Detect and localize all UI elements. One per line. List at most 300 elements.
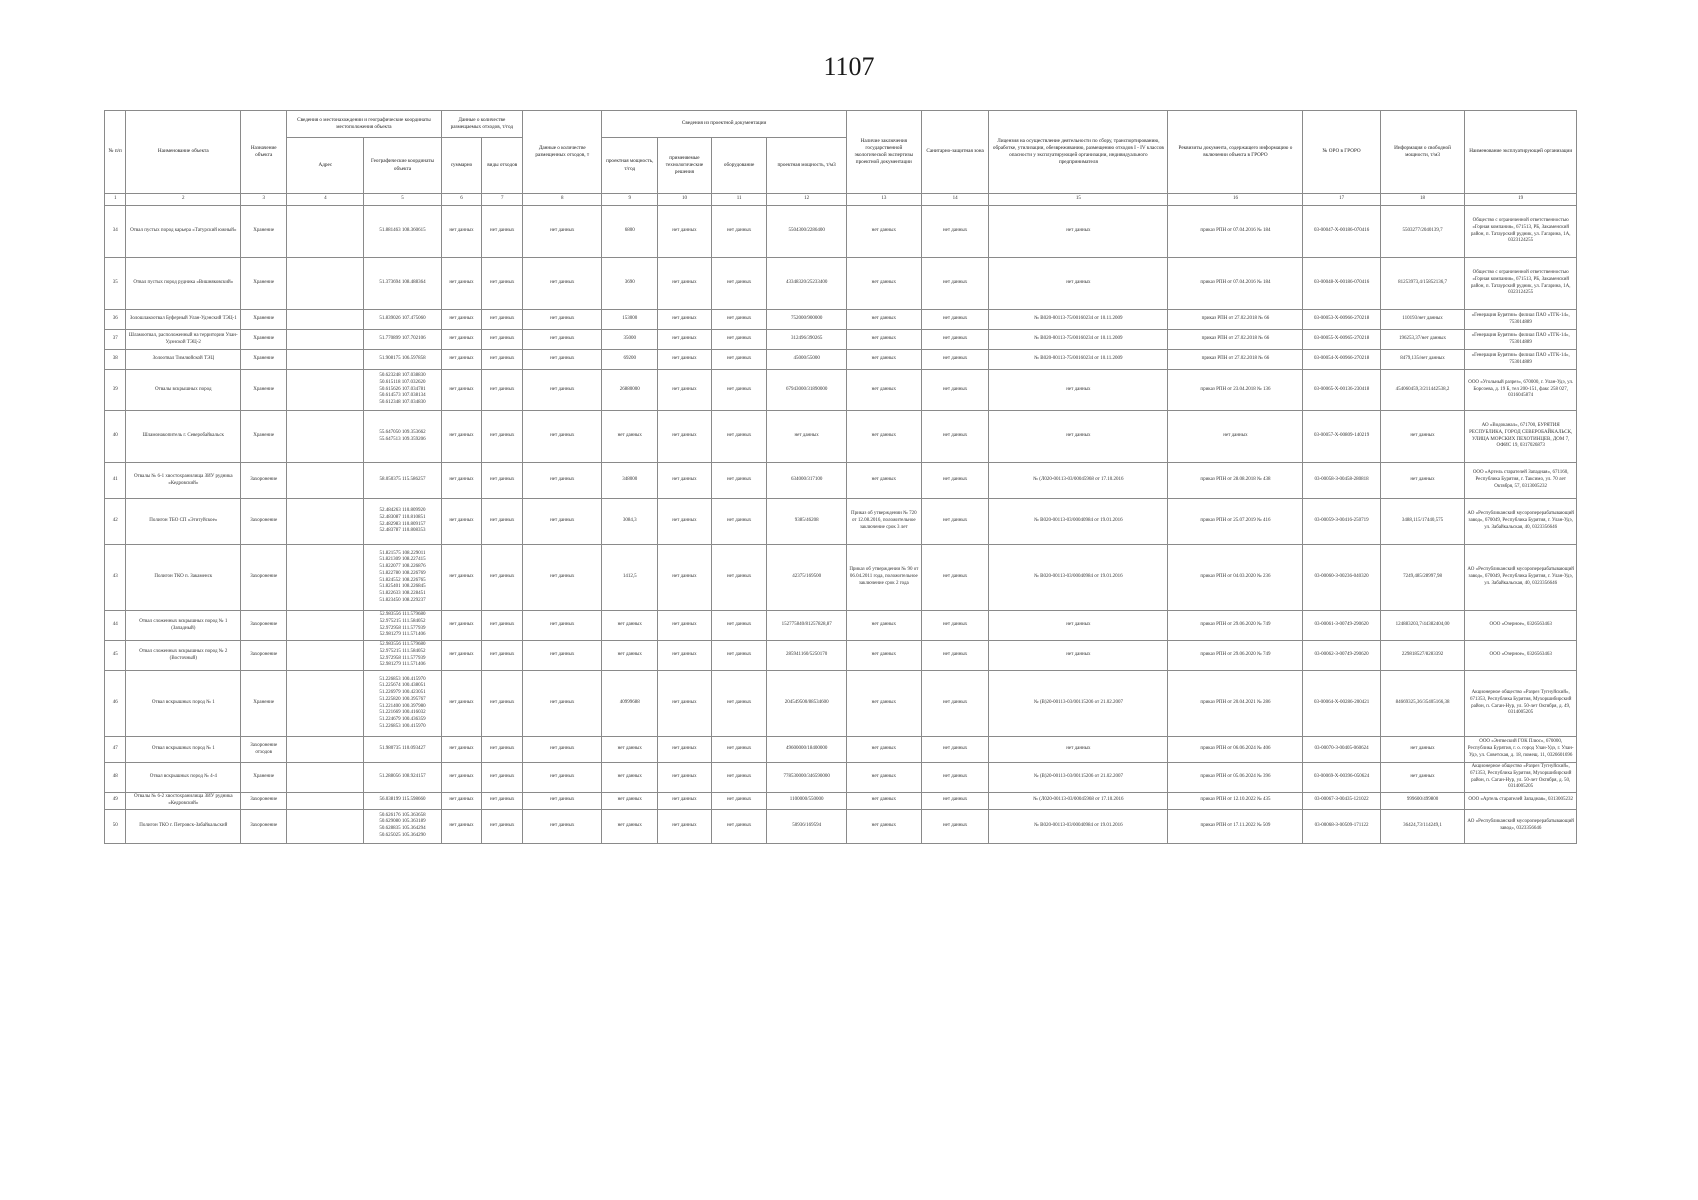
geo-coordinates: 50.623248 107.038830 50.615118 107.032620 50.615626 107.034781 50.614573 107.038134 50.612348 107.034830 (364, 370, 441, 411)
design-capacity: нет данных (602, 809, 658, 843)
free-capacity: нет данных (1380, 737, 1465, 763)
header-free-capacity: Информация о свободной мощности, т/м3 (1380, 111, 1465, 194)
expertise: нет данных (846, 206, 921, 258)
operator: АО «Республиканский мусороперерабатывающий завод», 670049, Республика Бурятия, г. Улан-Удэ, ул. Забайкальская, 40, 0323356646 (1465, 499, 1577, 545)
equipment: нет данных (711, 330, 767, 350)
groro-number: 03-00054-Х-00966-270218 (1303, 350, 1380, 370)
table-row (105, 641, 1577, 671)
object-address (287, 206, 364, 258)
project-capacity: 45000/55000 (767, 350, 846, 370)
project-capacity: 634000/317100 (767, 463, 846, 499)
header-purpose: Назначение объекта (241, 111, 287, 194)
groro-number: 03-00068-З-00509-171122 (1303, 809, 1380, 843)
object-name: Шламоотвал, расположенный на территории Улан-Удэнской ТЭЦ-2 (126, 330, 241, 350)
tech-solutions: нет данных (658, 370, 712, 411)
tech-solutions: нет данных (658, 330, 712, 350)
table-row (105, 809, 1577, 843)
free-capacity: нет данных (1380, 463, 1465, 499)
waste-total: нет данных (441, 206, 482, 258)
geo-coordinates: 52.484263 110.809920 52.483087 110.810851 52.482983 110.809157 52.483787 110.808353 (364, 499, 441, 545)
waste-placed: нет данных (523, 310, 602, 330)
operator: «Генерация Бурятии» филиал ПАО «ТГК-14», 753014889 (1465, 310, 1577, 330)
object-purpose: Захоронение (241, 545, 287, 611)
geo-coordinates: 58.050375 115.586257 (364, 463, 441, 499)
operator: Общество с ограниченной ответственностью «Горная компания», 671513, РБ, Закаменский район, п. Татаурский рудник, ул. Гагарина, 1А, 0323124255 (1465, 258, 1577, 310)
column-number: 14 (921, 194, 989, 206)
column-number: 13 (846, 194, 921, 206)
sanitary-zone: нет данных (921, 641, 989, 671)
waste-placed: нет данных (523, 545, 602, 611)
table-row (105, 411, 1577, 463)
design-capacity: 348000 (602, 463, 658, 499)
column-number: 2 (126, 194, 241, 206)
geo-coordinates: 56.038199 115.598660 (364, 793, 441, 810)
groro-number: 03-00064-Х-00286-200421 (1303, 671, 1380, 737)
waste-types: нет данных (482, 793, 523, 810)
tech-solutions: нет данных (658, 671, 712, 737)
object-name: Отвал сложенных вскрышных пород № 2 (Восточный) (126, 641, 241, 671)
groro-document: приказ РПН от 28.08.2018 № 438 (1168, 463, 1303, 499)
waste-placed: нет данных (523, 793, 602, 810)
waste-placed: нет данных (523, 411, 602, 463)
design-capacity: нет данных (602, 641, 658, 671)
license: № В020-00113-75/00160234 от 10.11.2009 (989, 310, 1168, 330)
header-object-name: Наименование объекта (126, 111, 241, 194)
waste-placed: нет данных (523, 258, 602, 310)
operator: АО «Республиканский мусороперерабатывающий завод», 670049, Республика Бурятия, г. Улан-Удэ, ул. Забайкальская, 40, 0323356646 (1465, 545, 1577, 611)
waste-types: нет данных (482, 258, 523, 310)
sanitary-zone: нет данных (921, 206, 989, 258)
sanitary-zone: нет данных (921, 370, 989, 411)
object-purpose: Хранение (241, 258, 287, 310)
groro-document: приказ РПН от 06.06.2024 № 406 (1168, 737, 1303, 763)
groro-document: приказ РПН от 05.06.2024 № 396 (1168, 763, 1303, 793)
groro-document: приказ РПН от 27.02.2018 № 66 (1168, 310, 1303, 330)
free-capacity: 7249,485/28997,98 (1380, 545, 1465, 611)
object-address (287, 310, 364, 330)
project-capacity: 9385/46208 (767, 499, 846, 545)
waste-placed: нет данных (523, 611, 602, 641)
header-num: № п/п (105, 111, 126, 194)
groro-number: 03-00070-З-00405-060624 (1303, 737, 1380, 763)
geo-coordinates: 51.226853 100.415970 51.225674 100.438051 51.226979 100.423051 51.225820 100.395767 51.221400 100.397980 51.221669 100.416032 51.224679 100.436359 51.226853 100.415970 (364, 671, 441, 737)
waste-types: нет данных (482, 411, 523, 463)
table-row (105, 671, 1577, 737)
geo-coordinates: 51.881463 108.360615 (364, 206, 441, 258)
license: нет данных (989, 258, 1168, 310)
sanitary-zone: нет данных (921, 545, 989, 611)
object-address (287, 809, 364, 843)
waste-placed: нет данных (523, 463, 602, 499)
column-number: 5 (364, 194, 441, 206)
row-number: 37 (105, 330, 126, 350)
groro-number: 03-00069-Х-00396-050624 (1303, 763, 1380, 793)
geo-coordinates: 52.983556 111.579680 52.975215 111.584052 52.972958 111.577939 52.981279 111.571406 (364, 611, 441, 641)
row-number: 34 (105, 206, 126, 258)
waste-types: нет данных (482, 763, 523, 793)
sanitary-zone: нет данных (921, 611, 989, 641)
license: № (В)20-00113-03/00115206 от 21.02.2007 (989, 671, 1168, 737)
operator: Акционерное общество «Разрез Тугнуйский», 671353, Республика Бурятия, Мухоршибирский район, п. Саган-Нур, ул. 50-лет Октября, д. 49, 0314005205 (1465, 671, 1577, 737)
license: нет данных (989, 611, 1168, 641)
table-row (105, 545, 1577, 611)
object-purpose: Хранение (241, 411, 287, 463)
column-number: 3 (241, 194, 287, 206)
waste-total: нет данных (441, 310, 482, 330)
tech-solutions: нет данных (658, 350, 712, 370)
waste-placed: нет данных (523, 330, 602, 350)
expertise: нет данных (846, 809, 921, 843)
expertise: нет данных (846, 330, 921, 350)
waste-types: нет данных (482, 545, 523, 611)
free-capacity: 36424,73/114249,1 (1380, 809, 1465, 843)
column-number: 9 (602, 194, 658, 206)
operator: Общество с ограниченной ответственностью «Горная компания», 671513, РБ, Закаменский район, п. Татаурский рудник, ул. Гагарина, 1А, 0323124255 (1465, 206, 1577, 258)
equipment: нет данных (711, 258, 767, 310)
table-body (105, 206, 1577, 844)
header-szz: Санитарно-защитная зона (921, 111, 989, 194)
expertise: нет данных (846, 737, 921, 763)
object-name: Отвал сложенных вскрышных пород № 1 (Западный) (126, 611, 241, 641)
table-row (105, 350, 1577, 370)
header-waste-types: виды отходов (482, 138, 523, 194)
row-number: 39 (105, 370, 126, 411)
row-number: 40 (105, 411, 126, 463)
equipment: нет данных (711, 350, 767, 370)
tech-solutions: нет данных (658, 258, 712, 310)
operator: «Генерация Бурятии» филиал ПАО «ТГК-14», 753014889 (1465, 350, 1577, 370)
groro-document: приказ РПН от 04.03.2020 № 236 (1168, 545, 1303, 611)
row-number: 44 (105, 611, 126, 641)
sanitary-zone: нет данных (921, 330, 989, 350)
waste-placed: нет данных (523, 370, 602, 411)
groro-number: 03-00048-Х-00186-070416 (1303, 258, 1380, 310)
row-number: 46 (105, 671, 126, 737)
column-number: 17 (1303, 194, 1380, 206)
tech-solutions: нет данных (658, 763, 712, 793)
object-purpose: Захоронение (241, 641, 287, 671)
project-capacity: 1100000/550000 (767, 793, 846, 810)
expertise: нет данных (846, 463, 921, 499)
waste-total: нет данных (441, 671, 482, 737)
design-capacity: 40999688 (602, 671, 658, 737)
table-row (105, 737, 1577, 763)
equipment: нет данных (711, 737, 767, 763)
header-address: Адрес (287, 138, 364, 194)
object-address (287, 350, 364, 370)
geo-coordinates: 51.839026 107.475060 (364, 310, 441, 330)
design-capacity: нет данных (602, 411, 658, 463)
groro-number: 03-00059-З-00416-250719 (1303, 499, 1380, 545)
table-row (105, 310, 1577, 330)
row-number: 35 (105, 258, 126, 310)
row-number: 50 (105, 809, 126, 843)
header-groro-doc: Реквизиты документа, содержащего информацию о включении объекта в ГРОРО (1168, 111, 1303, 194)
project-capacity: 42375/169500 (767, 545, 846, 611)
object-address (287, 499, 364, 545)
waste-placed: нет данных (523, 641, 602, 671)
license: № (В)20-00113-03/00115206 от 21.02.2007 (989, 763, 1168, 793)
expertise: нет данных (846, 310, 921, 330)
waste-total: нет данных (441, 793, 482, 810)
object-name: Отвал вскрышных пород № 4-4 (126, 763, 241, 793)
object-address (287, 671, 364, 737)
row-number: 43 (105, 545, 126, 611)
object-name: Отвал вскрышных пород № 1 (126, 671, 241, 737)
waste-types: нет данных (482, 310, 523, 330)
project-capacity: 67943000/31890000 (767, 370, 846, 411)
license: нет данных (989, 206, 1168, 258)
object-address (287, 258, 364, 310)
equipment: нет данных (711, 545, 767, 611)
column-number: 11 (711, 194, 767, 206)
waste-total: нет данных (441, 763, 482, 793)
groro-document: приказ РПН от 27.02.2018 № 66 (1168, 330, 1303, 350)
header-waste-data: Данные о количестве размещенных отходов, т (523, 111, 602, 194)
object-address (287, 763, 364, 793)
expertise: нет данных (846, 350, 921, 370)
license: № (Л020-00113-03/00045968 от 17.10.2016 (989, 793, 1168, 810)
object-name: Отвалы № 6-1 хвостохранилища ЗИУ рудника «Кедровский» (126, 463, 241, 499)
tech-solutions: нет данных (658, 611, 712, 641)
header-tech: применяемые технологические решения (658, 138, 712, 194)
waste-types: нет данных (482, 611, 523, 641)
equipment: нет данных (711, 809, 767, 843)
tech-solutions: нет данных (658, 641, 712, 671)
free-capacity: нет данных (1380, 411, 1465, 463)
expertise: нет данных (846, 258, 921, 310)
groro-document: приказ РПН от 07.04.2016 № 184 (1168, 258, 1303, 310)
equipment: нет данных (711, 310, 767, 330)
waste-types: нет данных (482, 671, 523, 737)
groro-document: приказ РПН от 25.07.2019 № 416 (1168, 499, 1303, 545)
waste-placed: нет данных (523, 206, 602, 258)
column-number: 12 (767, 194, 846, 206)
design-capacity: 6800 (602, 206, 658, 258)
geo-coordinates: 55.647050 109.353662 55.647513 109.359206 (364, 411, 441, 463)
equipment: нет данных (711, 206, 767, 258)
waste-types: нет данных (482, 463, 523, 499)
tech-solutions: нет данных (658, 310, 712, 330)
groro-number: 03-00067-З-00435-121022 (1303, 793, 1380, 810)
project-capacity: 43348320/25233400 (767, 258, 846, 310)
design-capacity: 1412,5 (602, 545, 658, 611)
free-capacity: 454060459,3/211442538,2 (1380, 370, 1465, 411)
header-geo: Географические координаты объекта (364, 138, 441, 194)
groro-number: 03-00055-Х-00965-270218 (1303, 330, 1380, 350)
waste-total: нет данных (441, 330, 482, 350)
tech-solutions: нет данных (658, 545, 712, 611)
license: № В020-00113-75/00160234 от 10.11.2009 (989, 330, 1168, 350)
sanitary-zone: нет данных (921, 310, 989, 330)
object-purpose: Хранение (241, 206, 287, 258)
object-purpose: Хранение (241, 350, 287, 370)
groro-number: 03-00060-З-00236-040320 (1303, 545, 1380, 611)
license: № В020-00113-03/00040984 от 19.01.2016 (989, 809, 1168, 843)
header-capacity: проектная мощность, т/год (602, 138, 658, 194)
groro-document: приказ РПН от 27.02.2018 № 66 (1168, 350, 1303, 370)
free-capacity: нет данных (1380, 763, 1465, 793)
waste-objects-table (104, 110, 1577, 844)
page-number: 1107 (823, 52, 875, 81)
operator: Акционерное общество «Разрез Тугнуйский», 671353, Республика Бурятия, Мухоршибирский район, п. Саган-Нур, ул. 50-лет Октября, д. 50, 0314005205 (1465, 763, 1577, 793)
project-capacity: 49600000/18400000 (767, 737, 846, 763)
row-number: 41 (105, 463, 126, 499)
object-name: Золоотвал Тимлюйской ТЭЦ (126, 350, 241, 370)
table-row (105, 463, 1577, 499)
project-capacity: 50936/169594 (767, 809, 846, 843)
sanitary-zone: нет данных (921, 671, 989, 737)
waste-placed: нет данных (523, 499, 602, 545)
waste-types: нет данных (482, 206, 523, 258)
waste-placed: нет данных (523, 737, 602, 763)
waste-total: нет данных (441, 641, 482, 671)
free-capacity: 229818527/8283392 (1380, 641, 1465, 671)
design-capacity: 35000 (602, 330, 658, 350)
project-capacity: 204549500/88534600 (767, 671, 846, 737)
object-name: Полигон ТКО п. Закаменск (126, 545, 241, 611)
project-capacity: 152775840/81257828,87 (767, 611, 846, 641)
waste-placed: нет данных (523, 671, 602, 737)
design-capacity: нет данных (602, 611, 658, 641)
operator: ООО «Энтвеский ГОК Плюс», 670000, Республика Бурятия, г. о. город Улан-Удэ, г. Улан-Удэ, ул. Советская, д. 18, помещ. 11, 0326601696 (1465, 737, 1577, 763)
object-address (287, 370, 364, 411)
groro-number: 03-00061-З-00749-290620 (1303, 611, 1380, 641)
tech-solutions: нет данных (658, 499, 712, 545)
project-capacity: 5504300/2286400 (767, 206, 846, 258)
header-location-group: Сведения о местонахождении и географические координаты местоположения объекта (287, 111, 441, 138)
license: № (Л020-00113-03/00045968 от 17.10.2016 (989, 463, 1168, 499)
object-name: Полигон ТКО г. Петровск-Забайкальский (126, 809, 241, 843)
tech-solutions: нет данных (658, 809, 712, 843)
object-purpose: Захоронение (241, 809, 287, 843)
object-name: Полигон ТБО СП «Эгитуйское» (126, 499, 241, 545)
waste-placed: нет данных (523, 763, 602, 793)
expertise: нет данных (846, 370, 921, 411)
sanitary-zone: нет данных (921, 411, 989, 463)
operator: ООО «Артель старателей Западная», 671160, Республика Бурятия, г. Таксимо, ул. 70 лет Октября, 57, 0313005232 (1465, 463, 1577, 499)
free-capacity: 124883203,7/44382404,00 (1380, 611, 1465, 641)
groro-number: 03-00057-Х-00809-140219 (1303, 411, 1380, 463)
free-capacity: 999600/499800 (1380, 793, 1465, 810)
operator: ООО «Озерное», 0326563463 (1465, 641, 1577, 671)
groro-number: 03-00062-З-00749-290620 (1303, 641, 1380, 671)
project-capacity: 312496/390265 (767, 330, 846, 350)
row-number: 48 (105, 763, 126, 793)
row-number: 36 (105, 310, 126, 330)
operator: ООО «Угольный разрез», 670000, г. Улан-Удэ, ул. Борсоева, д. 19 Б, тел 200-151, факс 258 027, 0316045874 (1465, 370, 1577, 411)
column-number: 8 (523, 194, 602, 206)
waste-total: нет данных (441, 350, 482, 370)
sanitary-zone: нет данных (921, 809, 989, 843)
free-capacity: 196253,37/нет данных (1380, 330, 1465, 350)
waste-total: нет данных (441, 411, 482, 463)
object-address (287, 641, 364, 671)
header-groro-number: № ОРО в ГРОРО (1303, 111, 1380, 194)
header-project-group: Сведения из проектной документации (602, 111, 846, 138)
row-number: 42 (105, 499, 126, 545)
expertise: нет данных (846, 793, 921, 810)
tech-solutions: нет данных (658, 411, 712, 463)
groro-number: 03-00058-З-00458-280818 (1303, 463, 1380, 499)
waste-types: нет данных (482, 641, 523, 671)
object-name: Шламонакопитель г. Северобайкальск (126, 411, 241, 463)
table-row (105, 330, 1577, 350)
object-address (287, 463, 364, 499)
table-row (105, 206, 1577, 258)
column-number: 18 (1380, 194, 1465, 206)
waste-total: нет данных (441, 611, 482, 641)
tech-solutions: нет данных (658, 793, 712, 810)
equipment: нет данных (711, 763, 767, 793)
waste-total: нет данных (441, 463, 482, 499)
row-number: 47 (105, 737, 126, 763)
waste-types: нет данных (482, 370, 523, 411)
waste-total: нет данных (441, 499, 482, 545)
row-number: 49 (105, 793, 126, 810)
license: № В020-00113-03/00040984 от 19.01.2016 (989, 545, 1168, 611)
sanitary-zone: нет данных (921, 258, 989, 310)
object-name: Отвалы № 6-2 хвостохранилища ЗИУ рудника «Кедровский» (126, 793, 241, 810)
waste-types: нет данных (482, 330, 523, 350)
row-number: 45 (105, 641, 126, 671)
object-address (287, 411, 364, 463)
geo-coordinates: 51.770899 107.702106 (364, 330, 441, 350)
column-number: 10 (658, 194, 712, 206)
waste-types: нет данных (482, 809, 523, 843)
table-row (105, 763, 1577, 793)
groro-document: приказ РПН от 17.11.2022 № 509 (1168, 809, 1303, 843)
expertise: нет данных (846, 611, 921, 641)
groro-document: приказ РПН от 07.04.2016 № 184 (1168, 206, 1303, 258)
operator: ООО «Артель старателей Западная», 0313005232 (1465, 793, 1577, 810)
operator: АО «Водоканал», 671700, БУРЯТИЯ РЕСПУБЛИКА, ГОРОД СЕВЕРОБАЙКАЛЬСК, УЛИЦА МОРСКИХ ПЕХОТИНЦЕВ, ДОМ 7, ОФИС 19, 0317026873 (1465, 411, 1577, 463)
header-project-capacity: проектная мощность, т/м3 (767, 138, 846, 194)
groro-document: приказ РПН от 23.04.2018 № 136 (1168, 370, 1303, 411)
equipment: нет данных (711, 611, 767, 641)
expertise: нет данных (846, 671, 921, 737)
equipment: нет данных (711, 641, 767, 671)
sanitary-zone: нет данных (921, 737, 989, 763)
project-capacity: 285941160/5250170 (767, 641, 846, 671)
column-number: 4 (287, 194, 364, 206)
column-numbers-row (105, 194, 1577, 206)
expertise: нет данных (846, 411, 921, 463)
groro-document: приказ РПН от 12.10.2022 № 435 (1168, 793, 1303, 810)
object-name: Отвал пустых пород рудника «Вишняковский» (126, 258, 241, 310)
object-purpose: Захоронение (241, 463, 287, 499)
waste-total: нет данных (441, 545, 482, 611)
free-capacity: 110193/нет данных (1380, 310, 1465, 330)
free-capacity: 81253973,4/15852136,7 (1380, 258, 1465, 310)
object-purpose: Хранение (241, 763, 287, 793)
waste-types: нет данных (482, 499, 523, 545)
tech-solutions: нет данных (658, 737, 712, 763)
header-expertise: Наличие заключения государственной экологической экспертизы проектной документации (846, 111, 921, 194)
equipment: нет данных (711, 793, 767, 810)
header-license: Лицензия на осуществление деятельности по сбору, транспортированию, обработке, утилизации, обезвреживанию, размещению отходов I - IV классов опасности у эксплуатирующей организации, индивидуального предпринимателя (989, 111, 1168, 194)
operator: АО «Республиканский мусороперерабатывающий завод», 0323356646 (1465, 809, 1577, 843)
object-purpose: Хранение (241, 330, 287, 350)
waste-total: нет данных (441, 370, 482, 411)
groro-document: приказ РПН от 29.06.2020 № 749 (1168, 611, 1303, 641)
object-name: Отвалы вскрышных пород (126, 370, 241, 411)
expertise: Приказ об утверждении № 90 от 06.04.2011 года, положительное заключение срок 2 года (846, 545, 921, 611)
geo-coordinates: 51.821575 108.229011 51.821309 108.227415 51.822077 108.226876 51.822780 108.226769 51.824552 108.226765 51.825401 108.226845 51.822633 108.228451 51.823450 108.229237 (364, 545, 441, 611)
license: нет данных (989, 370, 1168, 411)
waste-types: нет данных (482, 350, 523, 370)
free-capacity: 84669325,36/35405166,38 (1380, 671, 1465, 737)
